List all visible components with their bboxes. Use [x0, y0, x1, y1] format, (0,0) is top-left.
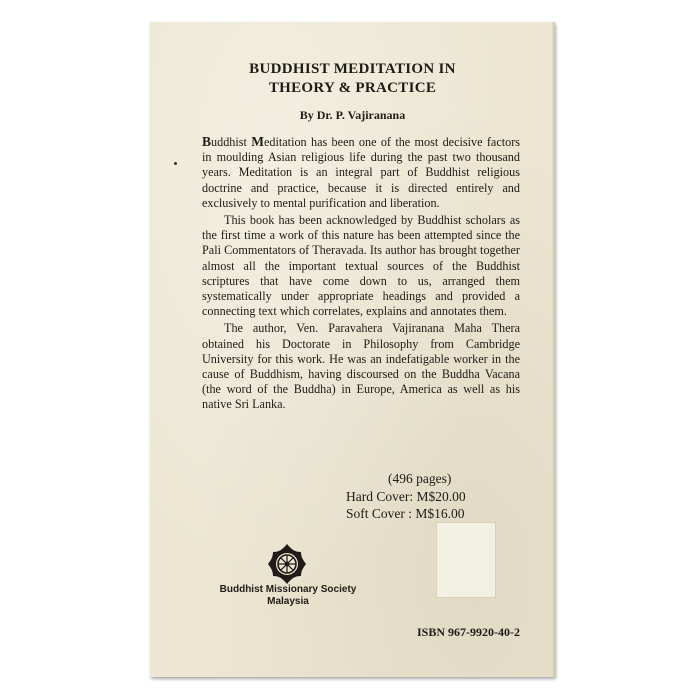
isbn: ISBN 967-9920-40-2 [416, 625, 520, 639]
hard-cover-price: Hard Cover: M$20.00 [346, 488, 466, 504]
book-title [180, 60, 525, 98]
soft-cover-price: Soft Cover : M$16.00 [346, 506, 465, 521]
drop-cap-b: B [202, 134, 212, 149]
blurb-paragraph-2: This book has been acknowledged by Buddhist scholars as the first time a work of this nature has been attempted since the Pali Commentators of Theravada. Its author has brought together almost all the important textual sources of the Buddhist scriptures that have come down to us, arranged them systematically under appropriate headings and provided a connecting text which correlates, explains and annotates them. [202, 213, 520, 319]
blurb-text: editation has been one of the most decisive factors in moulding Asian religious life during the past two thousand years. Meditation is an integral part of Buddhist religious doctrine and practice, because it is directed entirely and exclusively to mental purification and liberation. [202, 135, 521, 210]
price-block [346, 470, 518, 523]
ink-speck [174, 162, 177, 165]
title-line-1: BUDDHIST MEDITATION IN [249, 61, 456, 77]
publisher-name [208, 584, 368, 608]
publisher-line-2: Malaysia [267, 596, 309, 607]
author-line: By Dr. P. Vajiranana [299, 108, 406, 122]
drop-cap-m: M [251, 134, 264, 149]
blurb [202, 134, 520, 413]
page-count: (496 pages) [388, 471, 452, 486]
blurb-paragraph-3: The author, Ven. Paravahera Vajiranana Maha Thera obtained his Doctorate in Philosophy from Cambridge University for this work. He was an indefatigable worker in the cause of Buddhism, having discoursed on the Buddha Vacana (the word of the Buddha) in Europe, America as well as his native Sri Lanka. [202, 321, 520, 412]
publisher-line-1: Buddhist Missionary Society [219, 584, 357, 595]
dharma-wheel-lotus-icon [264, 542, 310, 586]
page-edge [552, 22, 555, 677]
blurb-paragraph-1 [202, 134, 520, 211]
title-line-2: THEORY & PRACTICE [268, 80, 437, 96]
price-sticker-residue [436, 522, 496, 598]
blurb-text: uddhist [211, 135, 252, 149]
